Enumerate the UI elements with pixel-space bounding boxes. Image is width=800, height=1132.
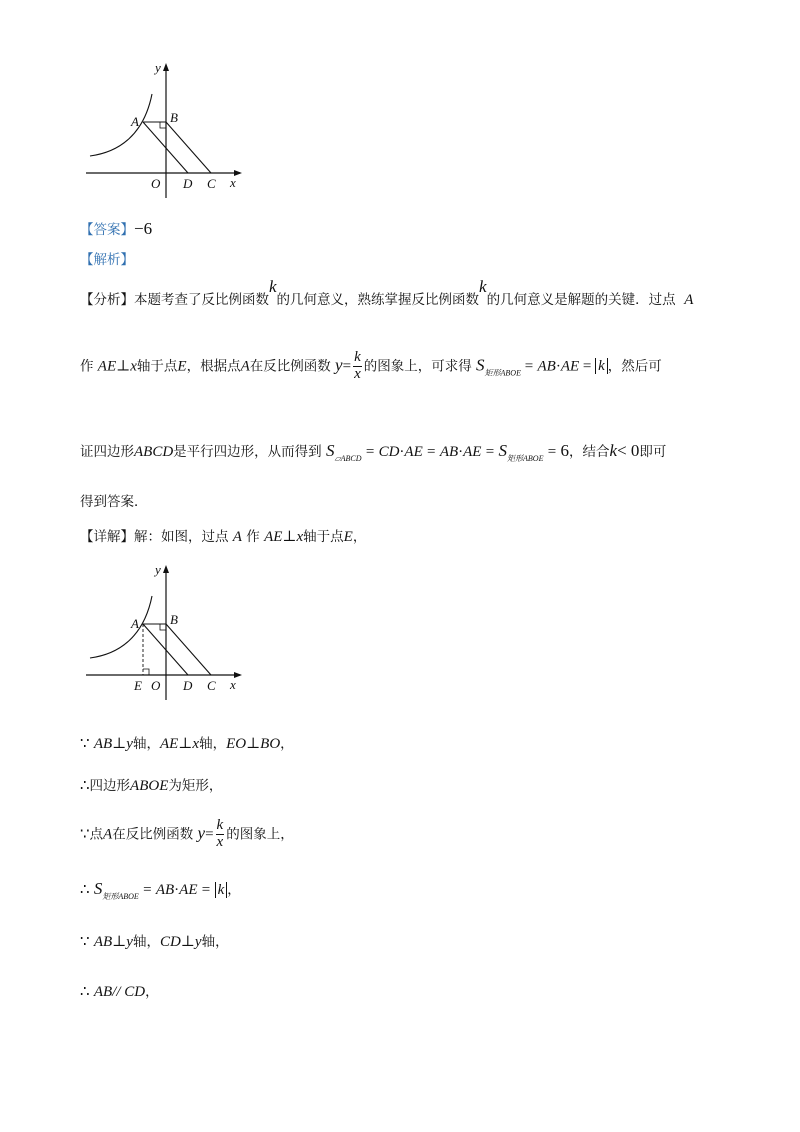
fenxi-text-1a: 本题考查了反比例函数 bbox=[134, 292, 269, 308]
fenxi-dot-3: · bbox=[458, 444, 464, 460]
fenxi-S-2: S bbox=[325, 441, 335, 460]
figure2-label-E: E bbox=[134, 678, 142, 693]
figure-2 bbox=[80, 562, 250, 702]
step5-y-1: y bbox=[126, 934, 133, 950]
fenxi-AE-4: AE bbox=[463, 444, 482, 460]
fenxi-AB-2: AB bbox=[439, 444, 459, 460]
figure2-label-D: D bbox=[183, 678, 193, 693]
fenxi-k-2: k bbox=[479, 277, 487, 296]
fenxi-text-3b: 是平行四边形，从而得到 bbox=[173, 444, 322, 460]
step5-zhou-2: 轴 bbox=[201, 934, 216, 950]
fenxi-AE-3: AE bbox=[404, 444, 423, 460]
figure2-label-O: O bbox=[151, 678, 161, 693]
step6-AB-parallel-CD: AB// CD bbox=[93, 984, 146, 1000]
fenxi-S-1: S bbox=[476, 355, 485, 375]
fenxi-lt0: < 0 bbox=[617, 441, 640, 460]
step2-ABOE: ABOE bbox=[130, 778, 169, 794]
step-2 bbox=[80, 774, 222, 795]
step1-x: x bbox=[192, 736, 200, 752]
step4-sep: ， bbox=[227, 882, 241, 898]
fenxi-frac-num: k bbox=[354, 349, 361, 365]
figure-1 bbox=[80, 60, 250, 200]
xiangjie-tag: 【详解】 bbox=[80, 529, 134, 545]
fenxi-eq-4: = bbox=[365, 444, 375, 460]
step5-sep-2: ， bbox=[215, 934, 229, 950]
figure2-label-C: C bbox=[207, 678, 216, 693]
step2-text-b: 为矩形， bbox=[168, 778, 223, 794]
fenxi-point-A: A bbox=[684, 292, 694, 308]
step1-AB: AB bbox=[93, 736, 113, 752]
fenxi-S-3: S bbox=[498, 441, 508, 460]
fenxi-text-1b: 的几何意义，熟练掌握反比例函数 bbox=[276, 292, 480, 308]
step1-zhou-2: 轴 bbox=[199, 736, 213, 752]
fenxi-sub-rect-2: 矩形ABOE bbox=[507, 454, 544, 463]
step5-y-2: y bbox=[194, 934, 202, 950]
step1-perp-1: ⊥ bbox=[112, 736, 127, 752]
fenxi-k-1: k bbox=[269, 277, 277, 296]
answer-tag: 【答案】 bbox=[80, 222, 134, 238]
step-3 bbox=[80, 818, 294, 851]
step1-EO: EO bbox=[226, 736, 247, 752]
fenxi-tag: 【分析】 bbox=[80, 292, 134, 308]
fenxi-frac-den: x bbox=[354, 365, 361, 382]
step6-sep: ， bbox=[145, 984, 159, 1000]
figure1-label-D: D bbox=[183, 176, 193, 191]
step1-sep-1: ， bbox=[146, 736, 160, 752]
fenxi-text-2zuo: 作 bbox=[80, 358, 94, 375]
xiangjie-x: x bbox=[296, 529, 304, 545]
figure2-segment-BC bbox=[166, 624, 211, 675]
figure2-label-x: x bbox=[230, 677, 236, 692]
step5-CD: CD bbox=[159, 934, 181, 950]
fenxi-fraction bbox=[353, 350, 362, 383]
figure1-label-x: x bbox=[230, 175, 236, 190]
fenxi-eq-6: = bbox=[485, 444, 495, 460]
xiangjie-comma: ， bbox=[352, 529, 367, 545]
figure1-label-A: A bbox=[131, 114, 139, 129]
step-1 bbox=[80, 732, 294, 753]
step3-text-b: 在反比例函数 bbox=[112, 826, 194, 843]
fenxi-text-2b: 轴于点 bbox=[136, 358, 178, 375]
fenxi-CD: CD bbox=[378, 444, 400, 460]
step3-frac-num: k bbox=[216, 817, 224, 833]
step2-therefore: ∴ bbox=[80, 778, 90, 794]
figure2-label-A: A bbox=[131, 616, 139, 631]
figure2-label-B: B bbox=[170, 612, 178, 627]
step3-fraction bbox=[216, 818, 225, 851]
fenxi-eq-1: = bbox=[342, 358, 352, 375]
fenxi-perp: ⊥ bbox=[116, 358, 131, 375]
step3-text-c: 的图象上， bbox=[226, 826, 294, 843]
step1-perp-2: ⊥ bbox=[178, 736, 193, 752]
step4-eq-1: = bbox=[143, 882, 152, 898]
fenxi-line-1 bbox=[80, 277, 694, 309]
fenxi-eq-7: = bbox=[547, 444, 557, 460]
fenxi-A-2: A bbox=[240, 358, 250, 375]
xiangjie-perp: ⊥ bbox=[282, 529, 297, 545]
step2-text-a: 四边形 bbox=[89, 778, 131, 794]
answer-value: −6 bbox=[134, 219, 153, 238]
step1-sep-3: ， bbox=[280, 736, 294, 752]
figure2-y-arrow bbox=[163, 565, 169, 573]
step4-AE: AE bbox=[179, 882, 198, 898]
step4-S: S bbox=[93, 879, 103, 898]
fenxi-AE-2: AE bbox=[560, 358, 580, 375]
step3-y: y bbox=[197, 823, 206, 843]
fenxi-ABCD: ABCD bbox=[134, 444, 174, 460]
step3-because: ∵ bbox=[80, 826, 90, 843]
xiangjie-E: E bbox=[343, 529, 353, 545]
step1-zhou-1: 轴 bbox=[132, 736, 147, 752]
step-6 bbox=[80, 980, 159, 1001]
fenxi-line-3 bbox=[80, 440, 666, 464]
step-4 bbox=[80, 878, 241, 902]
figure2-right-angle-mark-E bbox=[143, 669, 149, 675]
xiangjie-text-1b: 作 bbox=[246, 529, 260, 545]
step3-frac-den: x bbox=[216, 833, 224, 850]
step1-BO: BO bbox=[260, 736, 281, 752]
fenxi-x: x bbox=[130, 358, 137, 375]
fenxi-text-2e: 的图象上，可求得 bbox=[363, 358, 472, 375]
xiangjie-line bbox=[80, 525, 366, 546]
step1-because: ∵ bbox=[80, 736, 90, 752]
step3-eq: = bbox=[205, 826, 214, 843]
fenxi-abs-k: k bbox=[595, 358, 608, 374]
step5-AB: AB bbox=[93, 934, 113, 950]
xiangjie-A: A bbox=[232, 529, 242, 545]
fenxi-eq-5: = bbox=[427, 444, 436, 460]
step4-dot: · bbox=[174, 882, 180, 898]
xiangjie-text-1c: 轴于点 bbox=[303, 529, 344, 545]
step4-AB: AB bbox=[155, 882, 175, 898]
fenxi-text-3d: 即可 bbox=[639, 444, 667, 460]
fenxi-dot-1: · bbox=[555, 358, 561, 375]
step4-eq-2: = bbox=[201, 882, 211, 898]
step1-perp-3: ⊥ bbox=[246, 736, 261, 752]
fenxi-text-2f: ，然后可 bbox=[607, 358, 662, 375]
fenxi-text-1c: 的几何意义是解题的关键．过点 bbox=[486, 292, 676, 308]
figure2-label-y: y bbox=[155, 562, 161, 577]
fenxi-dot-2: · bbox=[399, 444, 405, 460]
fenxi-text-2c: ，根据点 bbox=[186, 358, 241, 375]
fenxi-sub-para: ▱ABCD bbox=[334, 454, 362, 463]
figure1-label-C: C bbox=[207, 176, 216, 191]
fenxi-text-3c: ，结合 bbox=[569, 444, 610, 460]
figure1-label-B: B bbox=[170, 110, 178, 125]
fenxi-AE: AE bbox=[97, 358, 117, 375]
step1-sep-2: ， bbox=[212, 736, 227, 752]
fenxi-eq-3: = bbox=[582, 358, 592, 375]
figure1-label-y: y bbox=[155, 60, 161, 75]
step5-because: ∵ bbox=[80, 934, 90, 950]
fenxi-y: y bbox=[335, 355, 343, 375]
fenxi-text-3a: 证四边形 bbox=[80, 444, 134, 460]
step6-therefore: ∴ bbox=[80, 984, 90, 1000]
figure1-right-angle-mark bbox=[160, 122, 166, 128]
step3-text-a: 点 bbox=[89, 826, 104, 843]
fenxi-text-2d: 在反比例函数 bbox=[249, 358, 331, 375]
step5-sep-1: ， bbox=[146, 934, 160, 950]
step1-AE: AE bbox=[159, 736, 179, 752]
xiangjie-AE: AE bbox=[264, 529, 283, 545]
fenxi-line-2 bbox=[80, 350, 662, 383]
figure2-right-angle-mark-B bbox=[160, 624, 166, 630]
figure1-segment-BC bbox=[166, 122, 211, 173]
step4-abs-k: k bbox=[215, 882, 228, 898]
answer-line bbox=[80, 218, 152, 239]
step5-perp-1: ⊥ bbox=[112, 934, 127, 950]
step4-sub-rect: 矩形ABOE bbox=[102, 892, 139, 901]
fenxi-line-4: 得到答案． bbox=[80, 494, 148, 510]
step5-perp-2: ⊥ bbox=[180, 934, 195, 950]
step4-therefore: ∴ bbox=[80, 882, 90, 898]
fenxi-eq-2: = bbox=[524, 358, 534, 375]
xiangjie-text-1a: 解：如图，过点 bbox=[134, 529, 229, 545]
fenxi-AB-1: AB bbox=[537, 358, 556, 375]
figure1-hyperbola bbox=[90, 94, 152, 156]
step3-A: A bbox=[103, 826, 113, 843]
figure1-label-O: O bbox=[151, 176, 161, 191]
step1-y: y bbox=[126, 736, 133, 752]
fenxi-E: E bbox=[177, 358, 187, 375]
step5-zhou-1: 轴 bbox=[132, 934, 147, 950]
fenxi-six: 6 bbox=[560, 441, 570, 460]
fenxi-k-3: k bbox=[609, 441, 618, 460]
analysis-tag: 【解析】 bbox=[80, 252, 134, 268]
fenxi-sub-rect: 矩形ABOE bbox=[484, 368, 521, 378]
figure1-y-arrow bbox=[163, 63, 169, 71]
step-5 bbox=[80, 930, 229, 951]
